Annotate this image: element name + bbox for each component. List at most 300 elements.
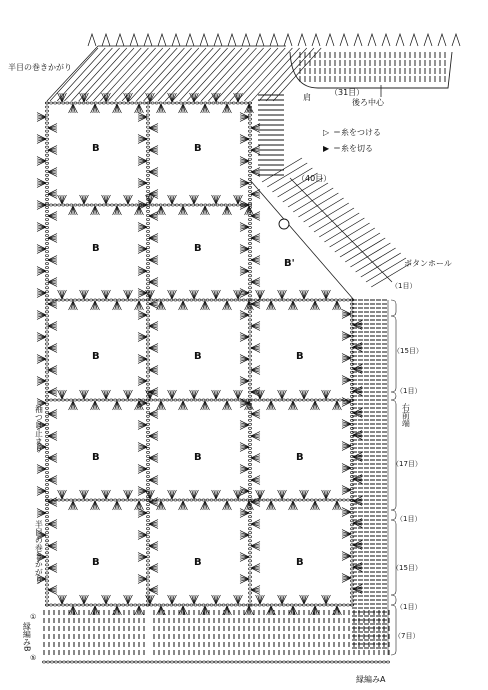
chain-row [214, 499, 217, 501]
chain-column [146, 218, 149, 220]
chain-row [183, 102, 186, 104]
hem-chain [94, 661, 97, 663]
chain-row [178, 604, 181, 606]
chain-row [302, 399, 305, 401]
chain-row [270, 299, 273, 301]
hem-chain [154, 661, 157, 663]
chain-row [66, 204, 69, 206]
chain-column [45, 495, 48, 497]
chain-column [146, 459, 149, 461]
chain-column [45, 311, 48, 313]
chain-row [234, 299, 237, 301]
chain-row [154, 604, 157, 606]
chain-column [146, 415, 149, 417]
hem-chain [82, 661, 85, 663]
chain-column [146, 532, 149, 534]
chain-row [175, 204, 178, 206]
chain-row [206, 299, 209, 301]
picot [284, 34, 292, 46]
chain-row [194, 604, 197, 606]
chain-column [248, 263, 251, 265]
chain-row [134, 604, 137, 606]
chain-row [126, 499, 129, 501]
chain-row [178, 499, 181, 501]
chain-column [146, 255, 149, 257]
chain-column [45, 508, 48, 510]
chain-row [214, 299, 217, 301]
chain-column [146, 190, 149, 192]
chain-row [122, 299, 125, 301]
chain-row [49, 299, 52, 301]
chain-row [106, 204, 109, 206]
chain-row [294, 399, 297, 401]
chain-column [45, 371, 48, 373]
chain-row [334, 499, 337, 501]
chain-column [45, 564, 48, 566]
count-bracket [391, 300, 396, 316]
chain-column [45, 174, 48, 176]
chain-column [45, 327, 48, 329]
chain-row [218, 299, 221, 301]
chain-row [282, 299, 285, 301]
hem-chain [50, 661, 53, 663]
chain-row [57, 604, 60, 606]
picot [270, 34, 278, 46]
chain-column [248, 343, 251, 345]
chain-row [82, 299, 85, 301]
chain-row [200, 102, 203, 104]
chain-row [186, 499, 189, 501]
picot [214, 34, 222, 46]
picot [452, 34, 460, 46]
chain-row [69, 299, 72, 301]
chain-column [248, 242, 251, 244]
hem-chain [126, 661, 129, 663]
chain-column [146, 106, 149, 108]
chain-column [45, 218, 48, 220]
chain-column [248, 516, 251, 518]
chain-column [146, 455, 149, 457]
chain-column [146, 275, 149, 277]
chain-row [102, 299, 105, 301]
chain-column [146, 162, 149, 164]
picot [200, 34, 208, 46]
chain-row [159, 204, 162, 206]
chain-column [45, 110, 48, 112]
chain-column [248, 250, 251, 252]
chain-row [162, 604, 165, 606]
chain-row [326, 299, 329, 301]
chain-row [114, 399, 117, 401]
chain-row [90, 204, 93, 206]
chain-row [318, 399, 321, 401]
chain-column [146, 130, 149, 132]
chain-row [61, 604, 64, 606]
chain-column [146, 242, 149, 244]
chain-row [170, 499, 173, 501]
chain-column [146, 319, 149, 321]
chain-column [45, 355, 48, 357]
chain-column [146, 564, 149, 566]
whip-hatch [273, 48, 321, 101]
chain-column [146, 250, 149, 252]
chain-row [150, 299, 153, 301]
hem-chain [70, 661, 73, 663]
chain-column [45, 307, 48, 309]
chain-row [110, 299, 113, 301]
chain-column [248, 339, 251, 341]
chain-column [146, 307, 149, 309]
chain-row [174, 604, 177, 606]
chain-row [188, 102, 191, 104]
chain-row [134, 299, 137, 301]
hem-chain [146, 661, 149, 663]
chain-row [57, 299, 60, 301]
chain-column [248, 471, 251, 473]
hem-chain [350, 661, 353, 663]
chain-column [146, 528, 149, 530]
chain-column [146, 363, 149, 365]
chain-row [318, 604, 321, 606]
chain-column [45, 114, 48, 116]
chain-row [206, 604, 209, 606]
chain-column [45, 331, 48, 333]
chain-column [45, 504, 48, 506]
chain-row [102, 399, 105, 401]
whip-edge [47, 46, 98, 101]
chain-column [45, 339, 48, 341]
chain-row [282, 604, 285, 606]
hem-chain [174, 661, 177, 663]
chain-column [248, 520, 251, 522]
chain-column [248, 218, 251, 220]
chain-row [110, 399, 113, 401]
chain-row [171, 102, 174, 104]
chain-column [45, 540, 48, 542]
chain-row [212, 204, 215, 206]
chain-row [90, 102, 93, 104]
chain-row [123, 102, 126, 104]
chain-row [232, 204, 235, 206]
edge-count-4: （17目） [392, 460, 422, 468]
chain-column [248, 528, 251, 530]
chain-column [45, 146, 48, 148]
chain-row [208, 102, 211, 104]
chain-row [49, 399, 52, 401]
chain-column [146, 516, 149, 518]
chain-column [248, 174, 251, 176]
chain-column [146, 246, 149, 248]
chain-row [220, 204, 223, 206]
hem-chain [262, 661, 265, 663]
chain-column [248, 592, 251, 594]
chain-row [266, 499, 269, 501]
chain-column [248, 536, 251, 538]
chain-row [242, 604, 245, 606]
chain-row [230, 604, 233, 606]
chain-row [210, 499, 213, 501]
chain-row [192, 102, 195, 104]
chain-row [66, 102, 69, 104]
chain-column [146, 375, 149, 377]
chain-row [49, 604, 52, 606]
chain-row [49, 102, 52, 104]
picot [382, 34, 390, 46]
hem-chain [202, 661, 205, 663]
chain-row [232, 102, 235, 104]
chain-row [322, 299, 325, 301]
chain-row [106, 399, 109, 401]
chain-column [146, 118, 149, 120]
chain-column [146, 158, 149, 160]
chain-row [226, 299, 229, 301]
chain-column [45, 275, 48, 277]
chain-column [45, 520, 48, 522]
chain-row [234, 499, 237, 501]
chain-column [45, 319, 48, 321]
chain-column [146, 487, 149, 489]
chain-column [146, 431, 149, 433]
chain-column [146, 592, 149, 594]
chain-column [248, 532, 251, 534]
chain-row [98, 204, 101, 206]
chain-row [78, 204, 81, 206]
chain-column [248, 431, 251, 433]
chain-row [166, 299, 169, 301]
chain-column [248, 367, 251, 369]
chain-column [248, 311, 251, 313]
chain-row [159, 102, 162, 104]
chain-row [306, 499, 309, 501]
count-bracket [391, 520, 396, 595]
chain-column [146, 439, 149, 441]
chain-row [69, 604, 72, 606]
picot [354, 34, 362, 46]
chain-column [248, 415, 251, 417]
hem-chain [382, 661, 385, 663]
chain-row [262, 604, 265, 606]
chain-column [248, 118, 251, 120]
chain-row [155, 204, 158, 206]
hem-chain [266, 661, 269, 663]
chain-column [45, 532, 48, 534]
chain-row [342, 499, 345, 501]
chain-column [146, 411, 149, 413]
whip-hatch [72, 48, 120, 101]
chain-row [110, 204, 113, 206]
chain-row [135, 102, 138, 104]
edging-a-label: 縁編みA [356, 675, 386, 684]
shoulder-label: 肩 [303, 93, 311, 102]
chain-column [146, 560, 149, 562]
legend-attach-label: ＝糸をつける [333, 128, 381, 137]
chain-column [248, 375, 251, 377]
hem-chain [106, 661, 109, 663]
count-bracket [391, 605, 396, 655]
chain-row [278, 399, 281, 401]
chain-row [242, 499, 245, 501]
motif-b-r5c1: B [92, 557, 100, 568]
edge-count-3: （1目） [396, 387, 422, 395]
chain-row [163, 204, 166, 206]
chain-column [45, 576, 48, 578]
motif-b-r1c1: B [92, 143, 100, 154]
chain-row [126, 399, 129, 401]
chain-row [286, 299, 289, 301]
chain-column [146, 339, 149, 341]
chain-row [338, 604, 341, 606]
chain-row [302, 604, 305, 606]
edge-count-6: （15目） [392, 564, 422, 572]
chain-column [248, 190, 251, 192]
chain-row [342, 299, 345, 301]
hem-chain [270, 661, 273, 663]
chain-column [248, 572, 251, 574]
hem-chain [314, 661, 317, 663]
chain-row [202, 604, 205, 606]
chain-row [150, 604, 153, 606]
chain-row [314, 299, 317, 301]
whip-hatch [237, 48, 285, 101]
hem-chain [374, 661, 377, 663]
chain-column [248, 158, 251, 160]
chain-row [306, 604, 309, 606]
chain-row [190, 499, 193, 501]
chain-row [134, 499, 137, 501]
collar-outline [290, 52, 452, 88]
chain-column [248, 439, 251, 441]
chain-row [266, 604, 269, 606]
chain-row [139, 102, 142, 104]
chain-column [45, 222, 48, 224]
hem-chain [246, 661, 249, 663]
chain-row [102, 102, 105, 104]
chain-column [146, 122, 149, 124]
chain-row [330, 604, 333, 606]
whip-hatch [244, 48, 292, 101]
chain-row [254, 604, 257, 606]
chain-column [248, 487, 251, 489]
motif-b-r3c1: B [92, 351, 100, 362]
chain-column [248, 102, 251, 104]
chain-column [248, 596, 251, 598]
chain-column [248, 323, 251, 325]
chain-column [146, 343, 149, 345]
chain-column [146, 367, 149, 369]
chain-row [98, 499, 101, 501]
chain-row [106, 499, 109, 501]
chain-row [106, 102, 109, 104]
chain-row [216, 204, 219, 206]
chain-column [248, 355, 251, 357]
back-center-label: 後ろ中心 [352, 98, 384, 107]
edge-count-5: （1目） [396, 515, 422, 523]
chain-column [45, 134, 48, 136]
chain-column [248, 491, 251, 493]
hem-chain [102, 661, 105, 663]
chain-column [146, 263, 149, 265]
hem-chain [234, 661, 237, 663]
chain-column [45, 118, 48, 120]
chain-row [61, 399, 64, 401]
chain-row [126, 299, 129, 301]
chain-row [322, 604, 325, 606]
hem-chain [198, 661, 201, 663]
hem-chain [354, 661, 357, 663]
chain-row [290, 604, 293, 606]
chain-row [122, 399, 125, 401]
chain-row [202, 399, 205, 401]
hem-chain [62, 661, 65, 663]
hem-chain [326, 661, 329, 663]
chain-row [118, 499, 121, 501]
chain-row [178, 299, 181, 301]
chain-column [248, 443, 251, 445]
chain-row [254, 299, 257, 301]
chain-row [262, 399, 265, 401]
chain-row [110, 102, 113, 104]
picot [368, 34, 376, 46]
chain-row [182, 499, 185, 501]
chain-column [146, 230, 149, 232]
right-front-label: 右前端 [401, 403, 411, 427]
chain-row [238, 299, 241, 301]
chain-column [146, 427, 149, 429]
chain-row [290, 299, 293, 301]
chain-row [266, 299, 269, 301]
chain-row [102, 604, 105, 606]
picot [186, 34, 194, 46]
chain-column [146, 178, 149, 180]
chain-column [45, 475, 48, 477]
chain-column [45, 230, 48, 232]
chain-column [248, 576, 251, 578]
chain-row [142, 604, 145, 606]
chain-column [146, 508, 149, 510]
chain-column [45, 483, 48, 485]
chain-row [182, 399, 185, 401]
hem-chain [242, 661, 245, 663]
chain-column [248, 146, 251, 148]
picot [312, 34, 320, 46]
hem-chain [66, 661, 69, 663]
hem-chain [358, 661, 361, 663]
chain-column [45, 451, 48, 453]
chain-row [114, 204, 117, 206]
chain-column [45, 363, 48, 365]
chain-column [146, 580, 149, 582]
back-center-count: （31目） [330, 88, 365, 97]
chain-column [248, 564, 251, 566]
chain-row [214, 399, 217, 401]
chain-row [214, 604, 217, 606]
chain-column [248, 279, 251, 281]
motif-b-r4c3: B [296, 452, 304, 463]
chain-row [175, 102, 178, 104]
chain-row [82, 604, 85, 606]
chain-column [45, 166, 48, 168]
chain-column [45, 552, 48, 554]
chain-column [45, 142, 48, 144]
chain-column [45, 375, 48, 377]
edge-count-2: （15目） [393, 347, 423, 355]
hem-chain [310, 661, 313, 663]
chain-row [330, 499, 333, 501]
chain-row [326, 499, 329, 501]
chain-column [248, 463, 251, 465]
chain-column [248, 275, 251, 277]
chain-row [78, 102, 81, 104]
